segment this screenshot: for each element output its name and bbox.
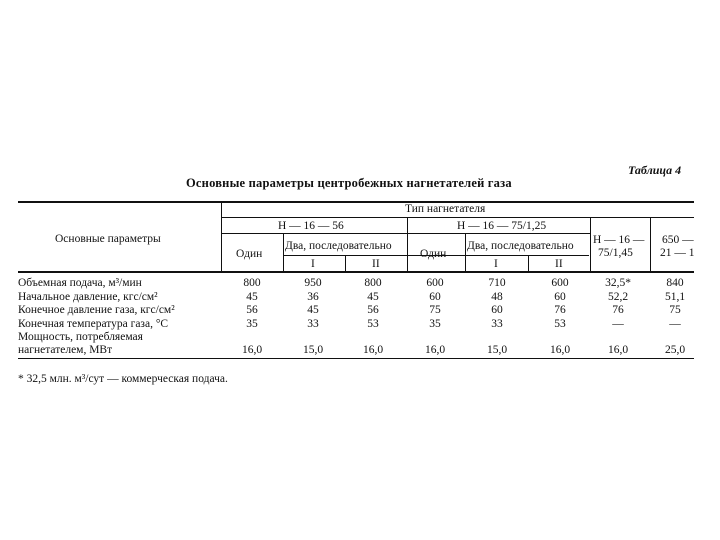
header-group4-line1: 650 — <box>662 234 694 246</box>
table-cell: 36 <box>307 291 319 303</box>
table-cell: 32,5* <box>605 277 631 289</box>
header-type: Тип нагнетателя <box>405 203 486 215</box>
table-cell: 53 <box>554 318 566 330</box>
table-cell: 15,0 <box>302 344 324 356</box>
table-cell: 51,1 <box>664 291 686 303</box>
col-divider-group4 <box>650 217 651 272</box>
table-cell: 45 <box>246 291 258 303</box>
header-i-2: I <box>494 258 498 270</box>
table-cell: 16,0 <box>424 344 446 356</box>
table-cell: 16,0 <box>607 344 629 356</box>
header-params: Основные параметры <box>55 233 161 245</box>
table-cell: — <box>612 318 624 330</box>
table-cell: 600 <box>551 277 569 289</box>
table-cell: 800 <box>243 277 261 289</box>
table-cell: 950 <box>304 277 322 289</box>
row-label: нагнетателем, МВт <box>18 344 113 356</box>
group-header-rule <box>221 233 591 234</box>
table-cell: 48 <box>491 291 503 303</box>
table-cell: 60 <box>429 291 441 303</box>
table-cell: 60 <box>554 291 566 303</box>
table-cell: 15,0 <box>486 344 508 356</box>
col-divider-one2 <box>465 233 466 272</box>
col-divider-one1 <box>283 233 284 272</box>
table-cell: — <box>669 318 681 330</box>
top-rule <box>18 201 694 203</box>
header-i-1: I <box>311 258 315 270</box>
table-cell: 75 <box>429 304 441 316</box>
header-group2: Н — 16 — 75/1,25 <box>457 220 547 232</box>
row-label: Конечное давление газа, кгс/см² <box>18 304 175 316</box>
table-cell: 33 <box>491 318 503 330</box>
table-cell: 710 <box>488 277 506 289</box>
table-cell: 52,2 <box>607 291 629 303</box>
header-one-2: Один <box>420 248 447 260</box>
col-divider-group3 <box>590 217 591 272</box>
row-label: Мощность, потребляемая <box>18 331 143 343</box>
table-cell: 16,0 <box>362 344 384 356</box>
table-cell: 33 <box>307 318 319 330</box>
header-two-1: Два, последовательно <box>285 240 392 252</box>
table-cell: 840 <box>666 277 684 289</box>
col-divider-params <box>221 201 222 272</box>
table-cell: 56 <box>367 304 379 316</box>
header-one-1: Один <box>236 248 263 260</box>
table-cell: 45 <box>307 304 319 316</box>
table-cell: 76 <box>554 304 566 316</box>
col-divider-ii2 <box>528 255 529 272</box>
header-group3-line2: 75/1,45 <box>598 247 633 259</box>
table-cell: 75 <box>669 304 681 316</box>
type-header-rule <box>221 217 694 218</box>
row-label: Конечная температура газа, °С <box>18 318 169 330</box>
header-group4-line2: 21 — 1 <box>660 247 695 259</box>
table-cell: 76 <box>612 304 624 316</box>
table-title: Основные параметры центробежных нагнетателей газа <box>186 176 512 190</box>
bottom-rule <box>18 358 694 359</box>
col-divider-ii1 <box>345 255 346 272</box>
table-cell: 53 <box>367 318 379 330</box>
table-cell: 45 <box>367 291 379 303</box>
table-cell: 25,0 <box>664 344 686 356</box>
header-two-2: Два, последовательно <box>467 240 574 252</box>
row-label: Объемная подача, м³/мин <box>18 277 142 289</box>
row-label: Начальное давление, кгс/см² <box>18 291 158 303</box>
header-group3-line1: Н — 16 — <box>593 234 645 246</box>
header-group1: Н — 16 — 56 <box>278 220 344 232</box>
table-caption: Таблица 4 <box>628 163 682 177</box>
table-cell: 600 <box>426 277 444 289</box>
table-cell: 800 <box>364 277 382 289</box>
table-cell: 56 <box>246 304 258 316</box>
table-cell: 35 <box>246 318 258 330</box>
header-bottom-rule <box>18 271 694 273</box>
header-ii-1: II <box>372 258 380 270</box>
table-cell: 35 <box>429 318 441 330</box>
table-cell: 60 <box>491 304 503 316</box>
footnote: * 32,5 млн. м³/сут — коммерческая подача. <box>18 373 228 385</box>
table-cell: 16,0 <box>241 344 263 356</box>
col-divider-group2 <box>407 217 408 272</box>
header-ii-2: II <box>555 258 563 270</box>
table-cell: 16,0 <box>549 344 571 356</box>
